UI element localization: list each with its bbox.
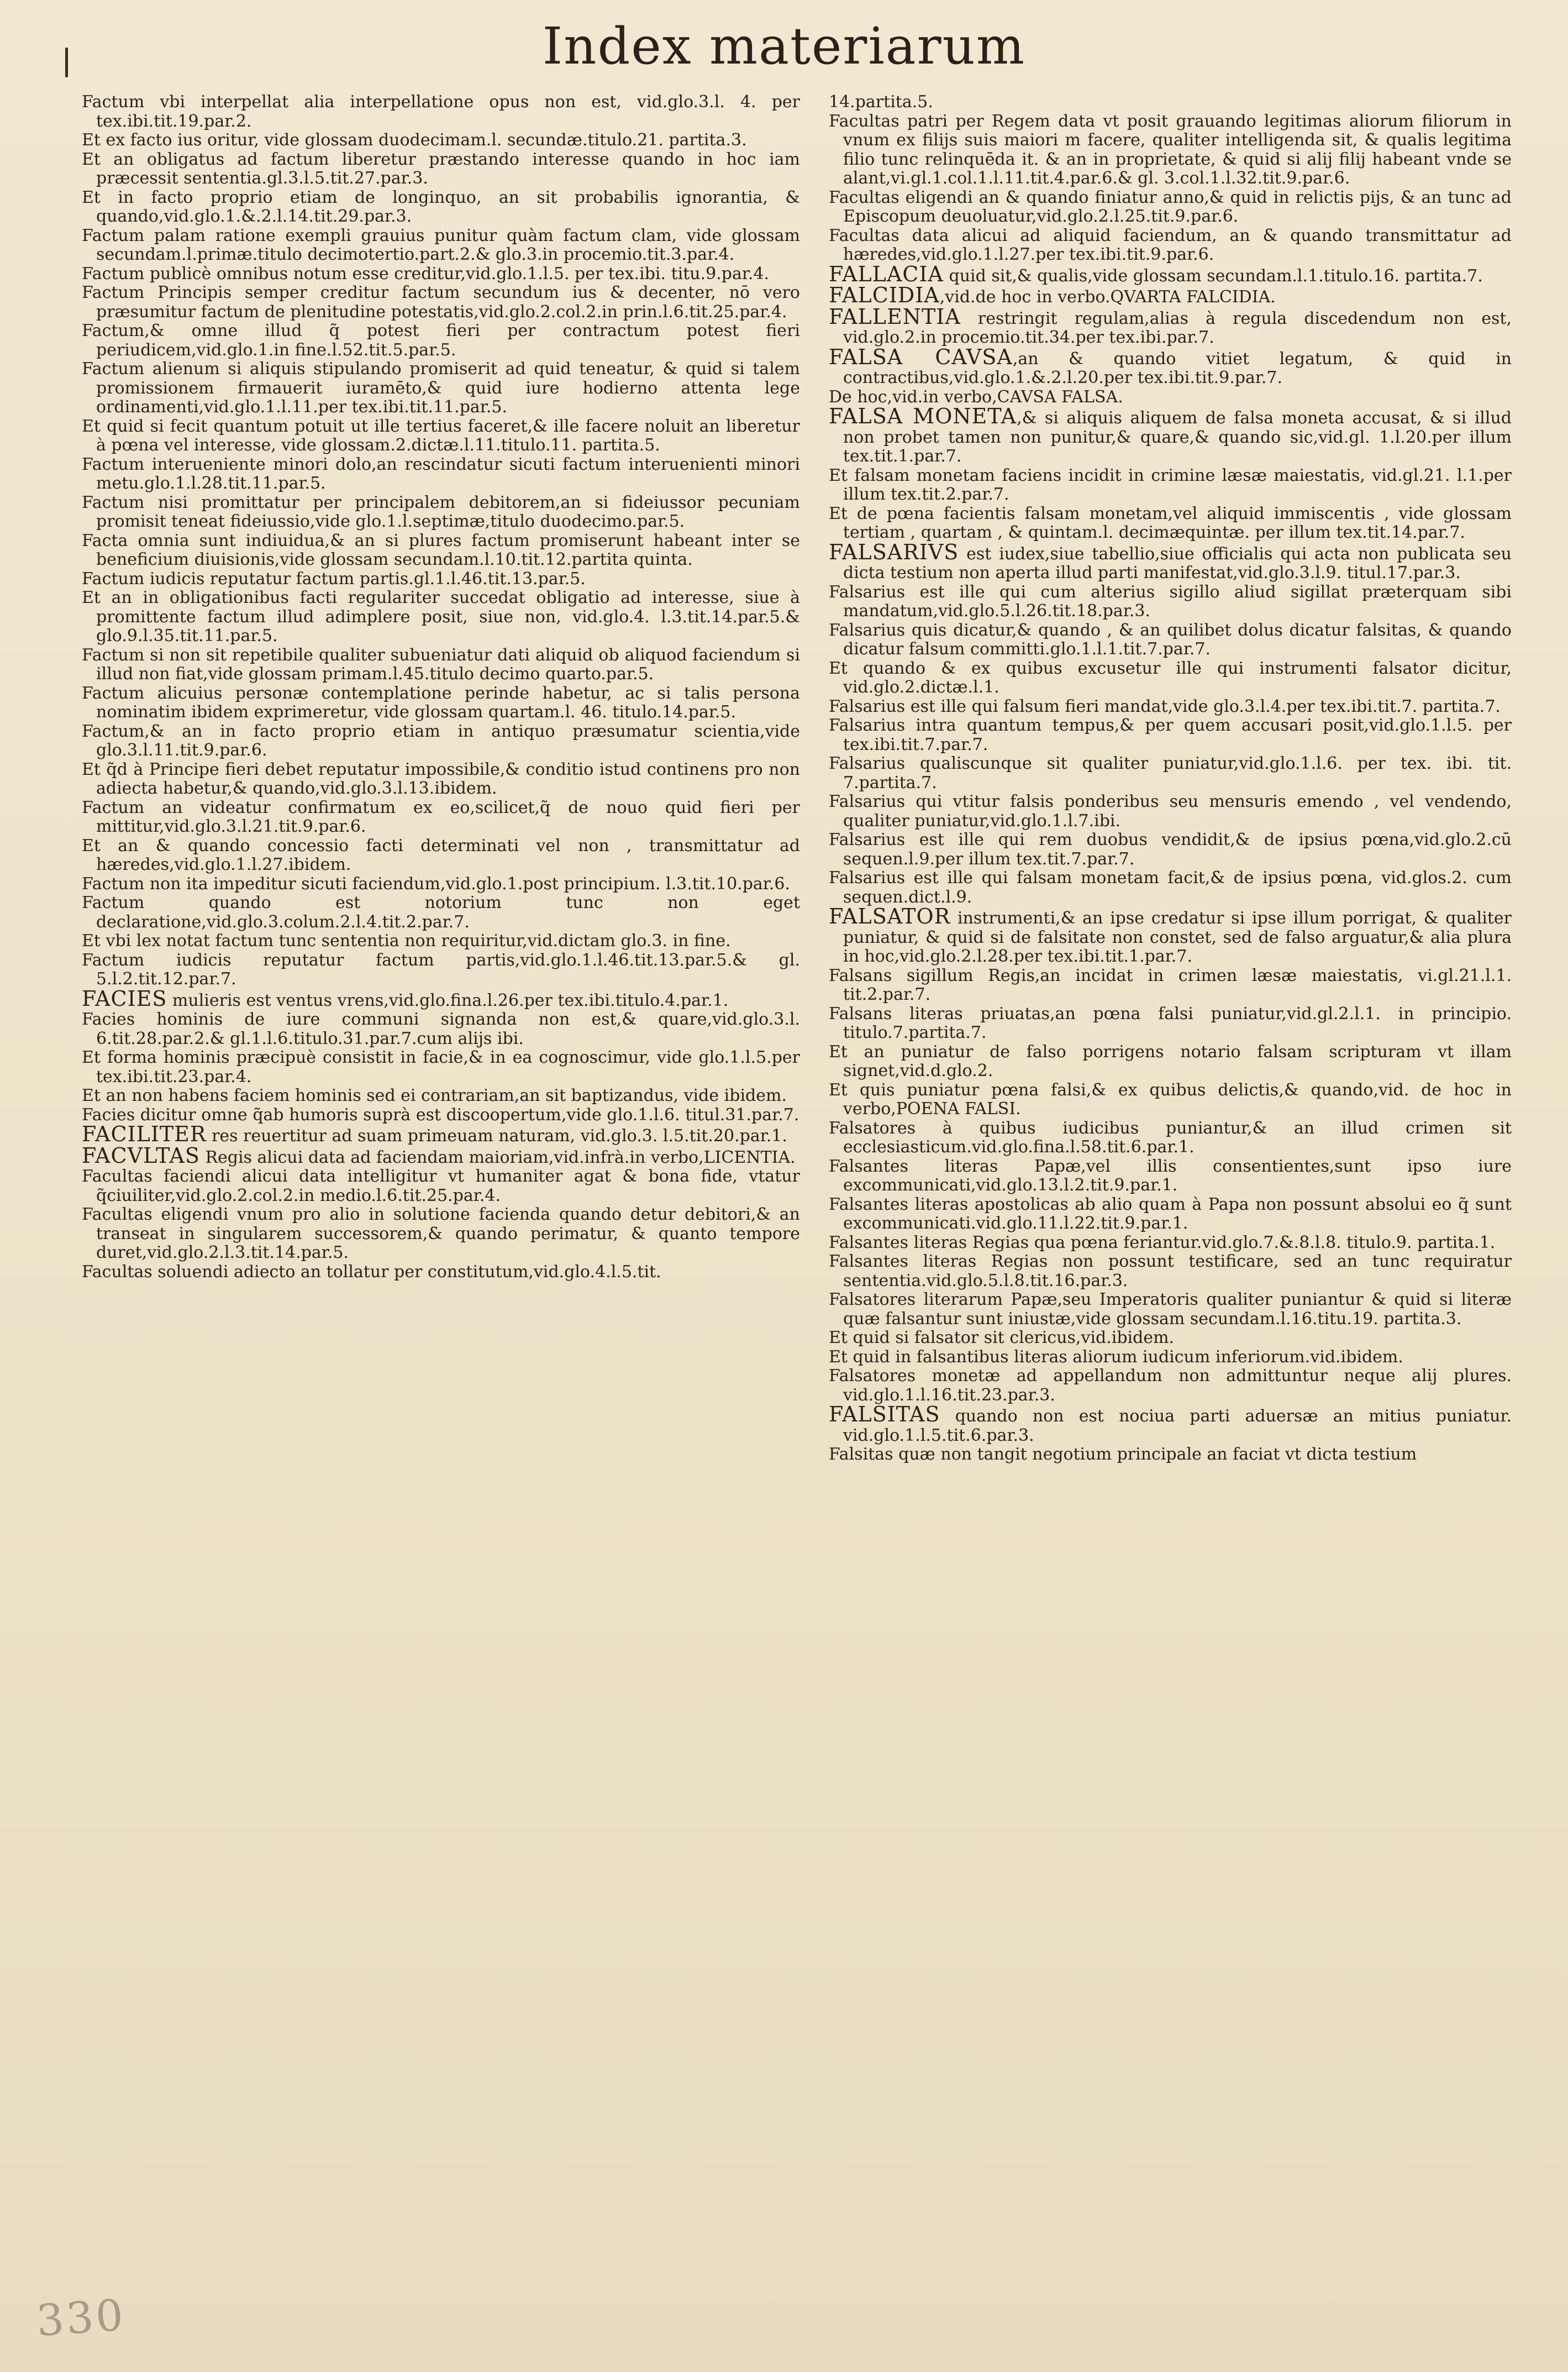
index-entry xyxy=(82,894,800,932)
left-column xyxy=(82,93,800,1282)
index-entry xyxy=(82,322,800,360)
entry-text: mulieris est ventus vrens,vid.glo.fina.l.26.per tex.ibi.titulo.4.par.1. xyxy=(167,990,729,1010)
index-entry xyxy=(82,684,800,722)
index-entry xyxy=(829,831,1512,869)
entry-text: Facultas eligendi vnum pro alio in solutione facienda quando detur debitori,& an transeat in singularem successorem,& quando perimatur, & quanto tempore duret,vid.glo.2.l.3.tit.14.par.5. xyxy=(82,1205,800,1262)
index-entry xyxy=(82,1010,800,1048)
entry-headword: FALCIDIA xyxy=(829,283,940,307)
index-entry xyxy=(829,716,1512,754)
entry-text: 14.partita.5. xyxy=(829,92,933,112)
index-entry xyxy=(82,1048,800,1087)
entry-text: Factum interueniente minori dolo,an rescindatur sicuti factum interuenienti minori metu.glo.1.l.28.tit.11.par.5. xyxy=(82,454,800,493)
entry-text: Falsatores à quibus iudicibus puniantur,& an illud crimen sit ecclesiasticum.vid.glo.fina.l.58.tit.6.par.1. xyxy=(829,1118,1512,1157)
index-entry xyxy=(82,932,800,951)
index-entry xyxy=(829,1081,1512,1119)
index-entry xyxy=(82,532,800,570)
index-entry xyxy=(82,1167,800,1205)
entry-text: Et vbi lex notat factum tunc sententia non requiritur,vid.dictam glo.3. in fine. xyxy=(82,931,731,951)
entry-text: Falsantes literas Regias non possunt testificare, sed an tunc requiratur sententia.vid.glo.5.l.8.tit.16.par.3. xyxy=(829,1252,1512,1290)
index-entry xyxy=(829,344,1512,388)
entry-text: Falsitas quæ non tangit negotium principale an faciat vt dicta testium xyxy=(829,1445,1417,1464)
index-entry xyxy=(82,837,800,875)
entry-text: ,an & quando vitiet legatum, & quid in contractibus,vid.glo.1.&.2.l.20.per tex.ibi.tit.9.par.7. xyxy=(843,349,1512,387)
entry-text: Falsatores literarum Papæ,seu Imperatoris qualiter puniantur & quid si literæ quæ falsantur sunt iniustæ,vide glossam secundam.l.16.titu.19. partita.3. xyxy=(829,1290,1512,1329)
entry-text: Falsarius quis dicatur,& quando , & an quilibet dolus dicatur falsitas, & quando dicatur falsum committi.glo.1.l.1.tit.7.par.7. xyxy=(829,620,1512,659)
entry-text: Falsarius intra quantum tempus,& per quem accusari posit,vid.glo.1.l.5. per tex.ibi.tit.7.par.7. xyxy=(829,716,1512,754)
index-entry xyxy=(829,793,1512,831)
entry-text: ,& si aliquis aliquem de falsa moneta accusat, & si illud non probet tamen non punitur,& quare,& quando sic,vid.gl. 1.l.20.per illum tex.tit.1.par.7. xyxy=(843,408,1512,466)
index-entry xyxy=(82,494,800,532)
entry-text: Et quid in falsantibus literas aliorum iudicum inferiorum.vid.ibidem. xyxy=(829,1347,1403,1367)
entry-text: Et falsam monetam faciens incidit in crimine læsæ maiestatis, vid.gl.21. l.1.per illum tex.tit.2.par.7. xyxy=(829,465,1512,504)
entry-text: Factum an videatur confirmatum ex eo,scilicet,q̃ de nouo quid fieri per mittitur,vid.glo.3.l.21.tit.9.par.6. xyxy=(82,797,800,836)
index-entry xyxy=(829,1157,1512,1195)
entry-text: quando non est nociua parti aduersæ an mitius puniatur. vid.glo.1.l.5.tit.6.par.3. xyxy=(843,1407,1512,1445)
index-entry xyxy=(82,1205,800,1263)
index-entry xyxy=(82,227,800,265)
entry-headword: FALSARIVS xyxy=(829,539,959,564)
index-entry xyxy=(829,188,1512,227)
index-entry xyxy=(829,1043,1512,1081)
entry-text: quid sit,& qualis,vide glossam secundam.l.1.titulo.16. partita.7. xyxy=(943,266,1483,286)
entry-text: Regis alicui data ad faciendam maioriam,vid.infrà.in verbo,LICENTIA. xyxy=(199,1147,796,1167)
index-entry xyxy=(82,131,800,150)
index-entry xyxy=(829,93,1512,112)
entry-text: Et in facto proprio etiam de longinquo, an sit probabilis ignorantia, & quando,vid.glo.1.&.2.l.14.tit.29.par.3. xyxy=(82,187,800,226)
entry-text: ,vid.de hoc in verbo.QVARTA FALCIDIA. xyxy=(939,287,1276,307)
entry-text: Et an obligatus ad factum liberetur præstando interesse quando in hoc iam præcessit sententia.gl.3.l.5.tit.27.par.3. xyxy=(82,149,800,188)
entry-text: Facultas faciendi alicui data intelligitur vt humaniter agat & bona fide, vtatur q̃ciuiliter,vid.glo.2.col.2.in medio.l.6.tit.25.par.4. xyxy=(82,1167,800,1205)
entry-text: Facultas data alicui ad aliquid faciendum, an & quando transmittatur ad hæredes,vid.glo.1.l.27.per tex.ibi.tit.9.par.6. xyxy=(829,225,1512,264)
index-entry xyxy=(829,505,1512,543)
entry-text: Facultas patri per Regem data vt posit grauando legitimas aliorum filiorum in vnum ex filijs suis maiori m facere, qualiter intelligenda sit, & qualis legitima filio tunc relinquēda it. & an in proprietate, & quid si alij filij habeant vnde se alant,vi.gl.1.col.1.l.11.tit.4.par.6.& gl. 3.col.1.l.32.tit.9.par.6. xyxy=(829,111,1512,188)
index-entry xyxy=(82,722,800,760)
entry-text: Factum alicuius personæ contemplatione perinde habetur, ac si talis persona nominatim ibidem exprimeretur, vide glossam quartam.l. 46. titulo.14.par.5. xyxy=(82,683,800,722)
entry-text: Et quid si fecit quantum potuit ut ille tertius faceret,& ille facere noluit an liberetur à pœna vel interesse, vide glossam.2.dictæ.l.11.titulo.11. partita.5. xyxy=(82,416,800,455)
entry-headword: FALLENTIA xyxy=(829,304,961,329)
index-entry xyxy=(82,265,800,284)
index-entry xyxy=(82,188,800,227)
index-entry xyxy=(829,697,1512,717)
entry-headword: FALSA MONETA xyxy=(829,404,1017,428)
entry-headword: FACILITER xyxy=(82,1122,207,1146)
index-entry xyxy=(829,227,1512,265)
index-entry xyxy=(82,1143,800,1168)
entry-text: Falsarius qualiscunque sit qualiter puniatur,vid.glo.1.l.6. per tex. ibi. tit. 7.partita.7. xyxy=(829,754,1512,793)
index-entry xyxy=(829,1445,1512,1465)
entry-text: Falsarius est ille qui falsum fieri mandat,vide glo.3.l.4.per tex.ibi.tit.7. partita.7. xyxy=(829,696,1501,716)
index-entry xyxy=(829,904,1512,967)
entry-text: Et q̃d à Principe fieri debet reputatur impossibile,& conditio istud continens pro non adiecta habetur,& quando,vid.glo.3.l.13.ibidem. xyxy=(82,759,800,798)
entry-text: Et quis puniatur pœna falsi,& ex quibus delictis,& quando,vid. de hoc in verbo,POENA FALSI. xyxy=(829,1080,1512,1119)
entry-text: Factum Principis semper creditur factum secundum ius & decenter, nō vero præsumitur factum de plenitudine potestatis,vid.glo.2.col.2.in prin.l.6.tit.25.par.4. xyxy=(82,283,800,322)
entry-headword: FALSA CAVSA xyxy=(829,344,1013,369)
entry-text: Et quid si falsator sit clericus,vid.ibidem. xyxy=(829,1328,1175,1347)
index-entry xyxy=(829,1195,1512,1234)
entry-text: De hoc,vid.in verbo,CAVSA FALSA. xyxy=(829,387,1123,407)
entry-text: Factum,& omne illud q̃ potest fieri per contractum potest fieri periudicem,vid.glo.1.in fine.l.52.tit.5.par.5. xyxy=(82,321,800,360)
entry-text: Factum non ita impeditur sicuti faciendum,vid.glo.1.post principium. l.3.tit.10.par.6. xyxy=(82,874,790,894)
index-entry xyxy=(829,304,1512,348)
entry-text: est iudex,siue tabellio,siue officialis qui acta non publicata seu dicta testium non aperta illud parti manifestat,vid.glo.3.l.9. titul.17.par.3. xyxy=(843,544,1512,582)
entry-text: Falsantes literas Papæ,vel illis consentientes,sunt ipso iure excommunicati,vid.glo.13.l.2.tit.9.par.1. xyxy=(829,1156,1512,1195)
entry-text: Et an puniatur de falso porrigens notario falsam scripturam vt illam signet,vid.d.glo.2. xyxy=(829,1042,1512,1080)
index-entry xyxy=(829,583,1512,621)
index-entry xyxy=(829,1367,1512,1405)
entry-text: Factum publicè omnibus notum esse creditur,vid.glo.1.l.5. per tex.ibi. titu.9.par.4. xyxy=(82,264,770,284)
entry-text: res reuertitur ad suam primeuam naturam, vid.glo.3. l.5.tit.20.par.1. xyxy=(206,1126,787,1146)
index-entry xyxy=(82,1263,800,1282)
index-entry xyxy=(82,150,800,188)
entry-text: Facultas soluendi adiecto an tollatur per constitutum,vid.glo.4.l.5.tit. xyxy=(82,1262,661,1282)
entry-text: Falsantes literas apostolicas ab alio quam à Papa non possunt absolui eo q̃ sunt excommunicati.vid.glo.11.l.22.tit.9.par.1. xyxy=(829,1194,1512,1233)
index-entry xyxy=(82,986,800,1011)
index-entry xyxy=(82,93,800,131)
entry-text: Factum si non sit repetibile qualiter subueniatur dati aliquid ob aliquod faciendum si illud non fiat,vide glossam primam.l.45.titulo decimo quarto.par.5. xyxy=(82,645,800,684)
index-entry xyxy=(82,417,800,455)
index-entry xyxy=(82,760,800,799)
entry-text: Et ex facto ius oritur, vide glossam duodecimam.l. secundæ.titulo.21. partita.3. xyxy=(82,130,747,150)
entry-text: Falsarius qui vtitur falsis ponderibus seu mensuris emendo , vel vendendo, qualiter puniatur,vid.glo.1.l.7.ibi. xyxy=(829,792,1512,831)
entry-text: Facta omnia sunt indiuidua,& an si plures factum promiserunt habeant inter se beneficium diuisionis,vide glossam secundam.l.10.tit.12.partita quinta. xyxy=(82,531,800,569)
entry-text: Et an non habens faciem hominis sed ei contrariam,an sit baptizandus, vide ibidem. xyxy=(82,1086,787,1105)
entry-text: Et an & quando concessio facti determinati vel non , transmittatur ad hæredes,vid.glo.1.l.27.ibidem. xyxy=(82,836,800,874)
index-entry xyxy=(82,951,800,989)
page-title: Index materiarum xyxy=(542,17,1026,76)
entry-text: Falsans literas priuatas,an pœna falsi puniatur,vid.gl.2.l.1. in principio. titulo.7.partita.7. xyxy=(829,1004,1512,1042)
entry-headword: FACIES xyxy=(82,986,167,1011)
index-entry xyxy=(829,1402,1512,1445)
entry-text: Et forma hominis præcipuè consistit in facie,& in ea cognoscimur, vide glo.1.l.5.per tex.ibi.tit.23.par.4. xyxy=(82,1048,800,1087)
index-entry xyxy=(829,621,1512,659)
index-entry xyxy=(829,659,1512,697)
index-entry xyxy=(82,1087,800,1106)
entry-text: Falsarius est ille qui falsam monetam facit,& de ipsius pœna, vid.glos.2. cum sequen.dict.l.9. xyxy=(829,868,1512,907)
index-entry xyxy=(82,799,800,837)
entry-text: Falsarius est ille qui rem duobus vendidit,& de ipsius pœna,vid.glo.2.cū sequen.l.9.per illum tex.tit.7.par.7. xyxy=(829,830,1512,869)
entry-headword: FALSATOR xyxy=(829,904,951,928)
index-entry xyxy=(829,112,1512,188)
entry-text: Facies hominis de iure communi signanda non est,& quare,vid.glo.3.l. 6.tit.28.par.2.& gl.1.l.6.titulo.31.par.7.cum alijs ibi. xyxy=(82,1010,800,1048)
index-entry xyxy=(829,1119,1512,1157)
entry-text: Falsarius est ille qui cum alterius sigillo aliud sigillat præterquam sibi mandatum,vid.glo.5.l.26.tit.18.par.3. xyxy=(829,582,1512,621)
index-entry xyxy=(829,404,1512,466)
entry-text: Falsatores monetæ ad appellandum non admittuntur neque alij plures. vid.glo.1.l.16.tit.23.par.3. xyxy=(829,1366,1512,1405)
entry-text: Factum nisi promittatur per principalem debitorem,an si fideiussor pecuniam promisit teneat fideiussio,vide glo.1.l.septimæ,titulo duodecimo.par.5. xyxy=(82,492,800,531)
index-entry xyxy=(82,455,800,494)
entry-text: instrumenti,& an ipse credatur si ipse illum porrigat, & qualiter puniatur, & quid si de falsitate non constet, sed de falso arguatur,& alia plura in hoc,vid.glo.2.l.28.per tex.ibi.tit.1.par.7. xyxy=(843,909,1512,966)
index-entry xyxy=(82,875,800,894)
entry-headword: FACVLTAS xyxy=(82,1143,200,1168)
entry-headword: FALLACIA xyxy=(829,261,944,286)
entry-text: Factum alienum si aliquis stipulando promiserit ad quid teneatur, & quid si talem promissionem firmauerit iuramēto,& quid iure hodierno attenta lege ordinamenti,vid.glo.1.l.11.per tex.ibi.tit.11.par.5. xyxy=(82,359,800,417)
entry-text: Factum palam ratione exempli grauius punitur quàm factum clam, vide glossam secundam.l.primæ.titulo decimotertio.part.2.& glo.3.in procemio.tit.3.par.4. xyxy=(82,225,800,264)
index-entry xyxy=(829,1329,1512,1348)
entry-text: Factum iudicis reputatur factum partis.gl.1.l.46.tit.13.par.5. xyxy=(82,569,586,589)
entry-headword: FALSITAS xyxy=(829,1402,940,1426)
corner-page-number: 330 xyxy=(35,2290,127,2347)
index-entry xyxy=(82,284,800,322)
right-column xyxy=(829,93,1512,1465)
entry-text: Factum iudicis reputatur factum partis,vid.glo.1.l.46.tit.13.par.5.& gl. 5.l.2.tit.12.par.7. xyxy=(82,950,800,989)
index-entry xyxy=(829,869,1512,907)
index-entry xyxy=(82,360,800,417)
index-entry xyxy=(829,1234,1512,1253)
index-entry xyxy=(82,589,800,646)
entry-text: Et an in obligationibus facti regulariter succedat obligatio ad interesse, siue à promittente factum illud adimplere posit, siue non, vid.glo.4. l.3.tit.14.par.5.& glo.9.l.35.tit.11.par.5. xyxy=(82,588,800,646)
entry-text: restringit regulam,alias à regula discedendum non est, vid.glo.2.in procemio.tit.34.per tex.ibi.par.7. xyxy=(843,308,1512,347)
index-entry xyxy=(82,646,800,684)
index-entry xyxy=(82,570,800,589)
index-entry xyxy=(829,967,1512,1005)
entry-text: Facultas eligendi an & quando finiatur anno,& quid in relictis pijs, & an tunc ad Episcopum deuoluatur,vid.glo.2.l.25.tit.9.par.6. xyxy=(829,187,1512,226)
entry-text: Falsantes literas Regias qua pœna feriantur.vid.glo.7.&.8.l.8. titulo.9. partita.1. xyxy=(829,1232,1496,1252)
entry-text: Factum,& an in facto proprio etiam in antiquo præsumatur scientia,vide glo.3.l.11.tit.9.par.6. xyxy=(82,721,800,760)
index-entry xyxy=(829,1348,1512,1367)
entry-text: Factum vbi interpellat alia interpellatione opus non est, vid.glo.3.l. 4. per tex.ibi.tit.19.par.2. xyxy=(82,92,800,131)
index-entry xyxy=(829,1290,1512,1329)
entry-text: Factum quando est notorium tunc non eget declaratione,vid.glo.3.colum.2.l.4.tit.2.par.7. xyxy=(82,893,800,932)
index-entry xyxy=(829,539,1512,583)
entry-text: Falsans sigillum Regis,an incidat in crimen læsæ maiestatis, vi.gl.21.l.1. tit.2.par.7. xyxy=(829,965,1512,1004)
index-entry xyxy=(829,1005,1512,1043)
index-entry xyxy=(829,1252,1512,1290)
index-entry xyxy=(829,754,1512,793)
index-entry xyxy=(829,466,1512,505)
entry-text: Et quando & ex quibus excusetur ille qui instrumenti falsator dicitur, vid.glo.2.dictæ.l.1. xyxy=(829,658,1512,697)
entry-text: Et de pœna facientis falsam monetam,vel aliquid immiscentis , vide glossam tertiam , quartam , & quintam.l. decimæquintæ. per illum tex.tit.14.par.7. xyxy=(829,503,1512,542)
entry-text: Facies dicitur omne q̃ab humoris suprà est discoopertum,vide glo.1.l.6. titul.31.par.7. xyxy=(82,1105,799,1125)
